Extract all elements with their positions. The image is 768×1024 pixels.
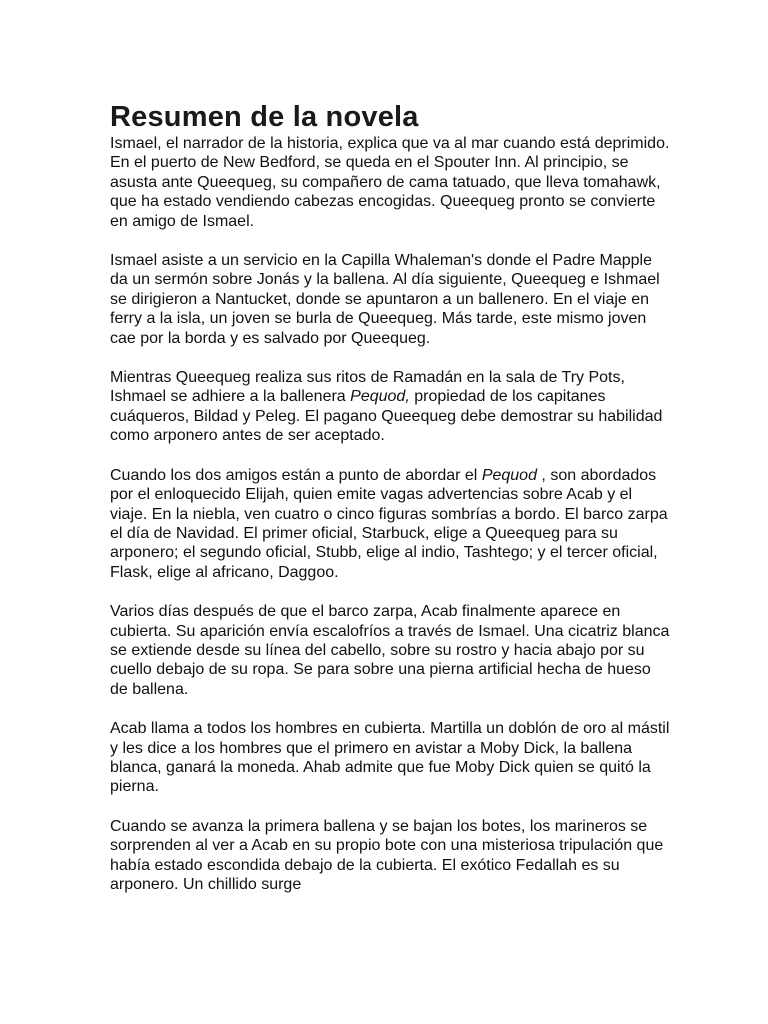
paragraph-6-text: Acab llama a todos los hombres en cubierta. Martilla un doblón de oro al mástil y les dice a los hombres que el primero en avistar a Moby Dick, la ballena blanca, ganará la moneda. Ahab admite que fue Moby Dick quien se quitó la pierna. (110, 720, 670, 796)
ship-name-italic: Pequod (481, 466, 537, 484)
paragraph-5-text: Varios días después de que el barco zarpa, Acab finalmente aparece en cubierta. Su aparición envía escalofríos a través de Ismael. Una cicatriz blanca se extiende desde su línea del cabello, sobre su rostro y hacia abajo por su cuello debajo de su ropa. Se para sobre una pierna artificial hecha de hueso de ballena. (110, 603, 670, 698)
paragraph-3-text-b: propiedad de los capitanes cuáqueros, Bildad y Peleg. El pagano Queequeg debe demostrar su habilidad como arponero antes de ser aceptado. (110, 388, 663, 445)
paragraph-6 (110, 719, 670, 797)
document-page (110, 100, 670, 914)
ship-name-italic: Pequod, (350, 388, 410, 406)
paragraph-1 (110, 134, 670, 231)
paragraph-7-text: Cuando se avanza la primera ballena y se bajan los botes, los marineros se sorprenden al ver a Acab en su propio bote con una misteriosa tripulación que había estado escondida debajo de la cubierta. El exótico Fedallah es su arponero. Un chillido surge (110, 817, 664, 893)
page-title: Resumen de la novela (110, 101, 419, 133)
paragraph-3 (110, 368, 670, 446)
paragraph-5 (110, 602, 670, 699)
paragraph-2 (110, 251, 670, 348)
paragraph-3-text-a: Mientras Queequeg realiza sus ritos de Ramadán en la sala de Try Pots, Ishmael se adhiere a la ballenera (110, 369, 625, 406)
paragraph-4-text-b: , son abordados por el enloquecido Elijah, quien emite vagas advertencias sobre Acab y el viaje. En la niebla, ven cuatro o cinco figuras sombrías a bordo. El barco zarpa el día de Navidad. El primer oficial, Starbuck, elige a Queequeg para su arponero; el segundo oficial, Stubb, elige al indio, Tashtego; y el tercer oficial, Flask, elige al africano, Daggoo. (110, 466, 668, 581)
paragraph-2-text: Ismael asiste a un servicio en la Capilla Whaleman's donde el Padre Mapple da un sermón sobre Jonás y la ballena. Al día siguiente, Queequeg e Ishmael se dirigieron a Nantucket, donde se apuntaron a un ballenero. En el viaje en ferry a la isla, un joven se burla de Queequeg. Más tarde, este mismo joven cae por la borda y es salvado por Queequeg. (110, 252, 660, 347)
paragraph-7 (110, 817, 670, 895)
paragraph-4-text-a: Cuando los dos amigos están a punto de abordar el (110, 466, 482, 484)
paragraph-1-text: Ismael, el narrador de la historia, explica que va al mar cuando está deprimido. En el puerto de New Bedford, se queda en el Spouter Inn. Al principio, se asusta ante Queequeg, su compañero de cama tatuado, que lleva tomahawk, que ha estado vendiendo cabezas encogidas. Queequeg pronto se convierte en amigo de Ismael. (110, 135, 670, 230)
paragraph-4 (110, 466, 670, 582)
